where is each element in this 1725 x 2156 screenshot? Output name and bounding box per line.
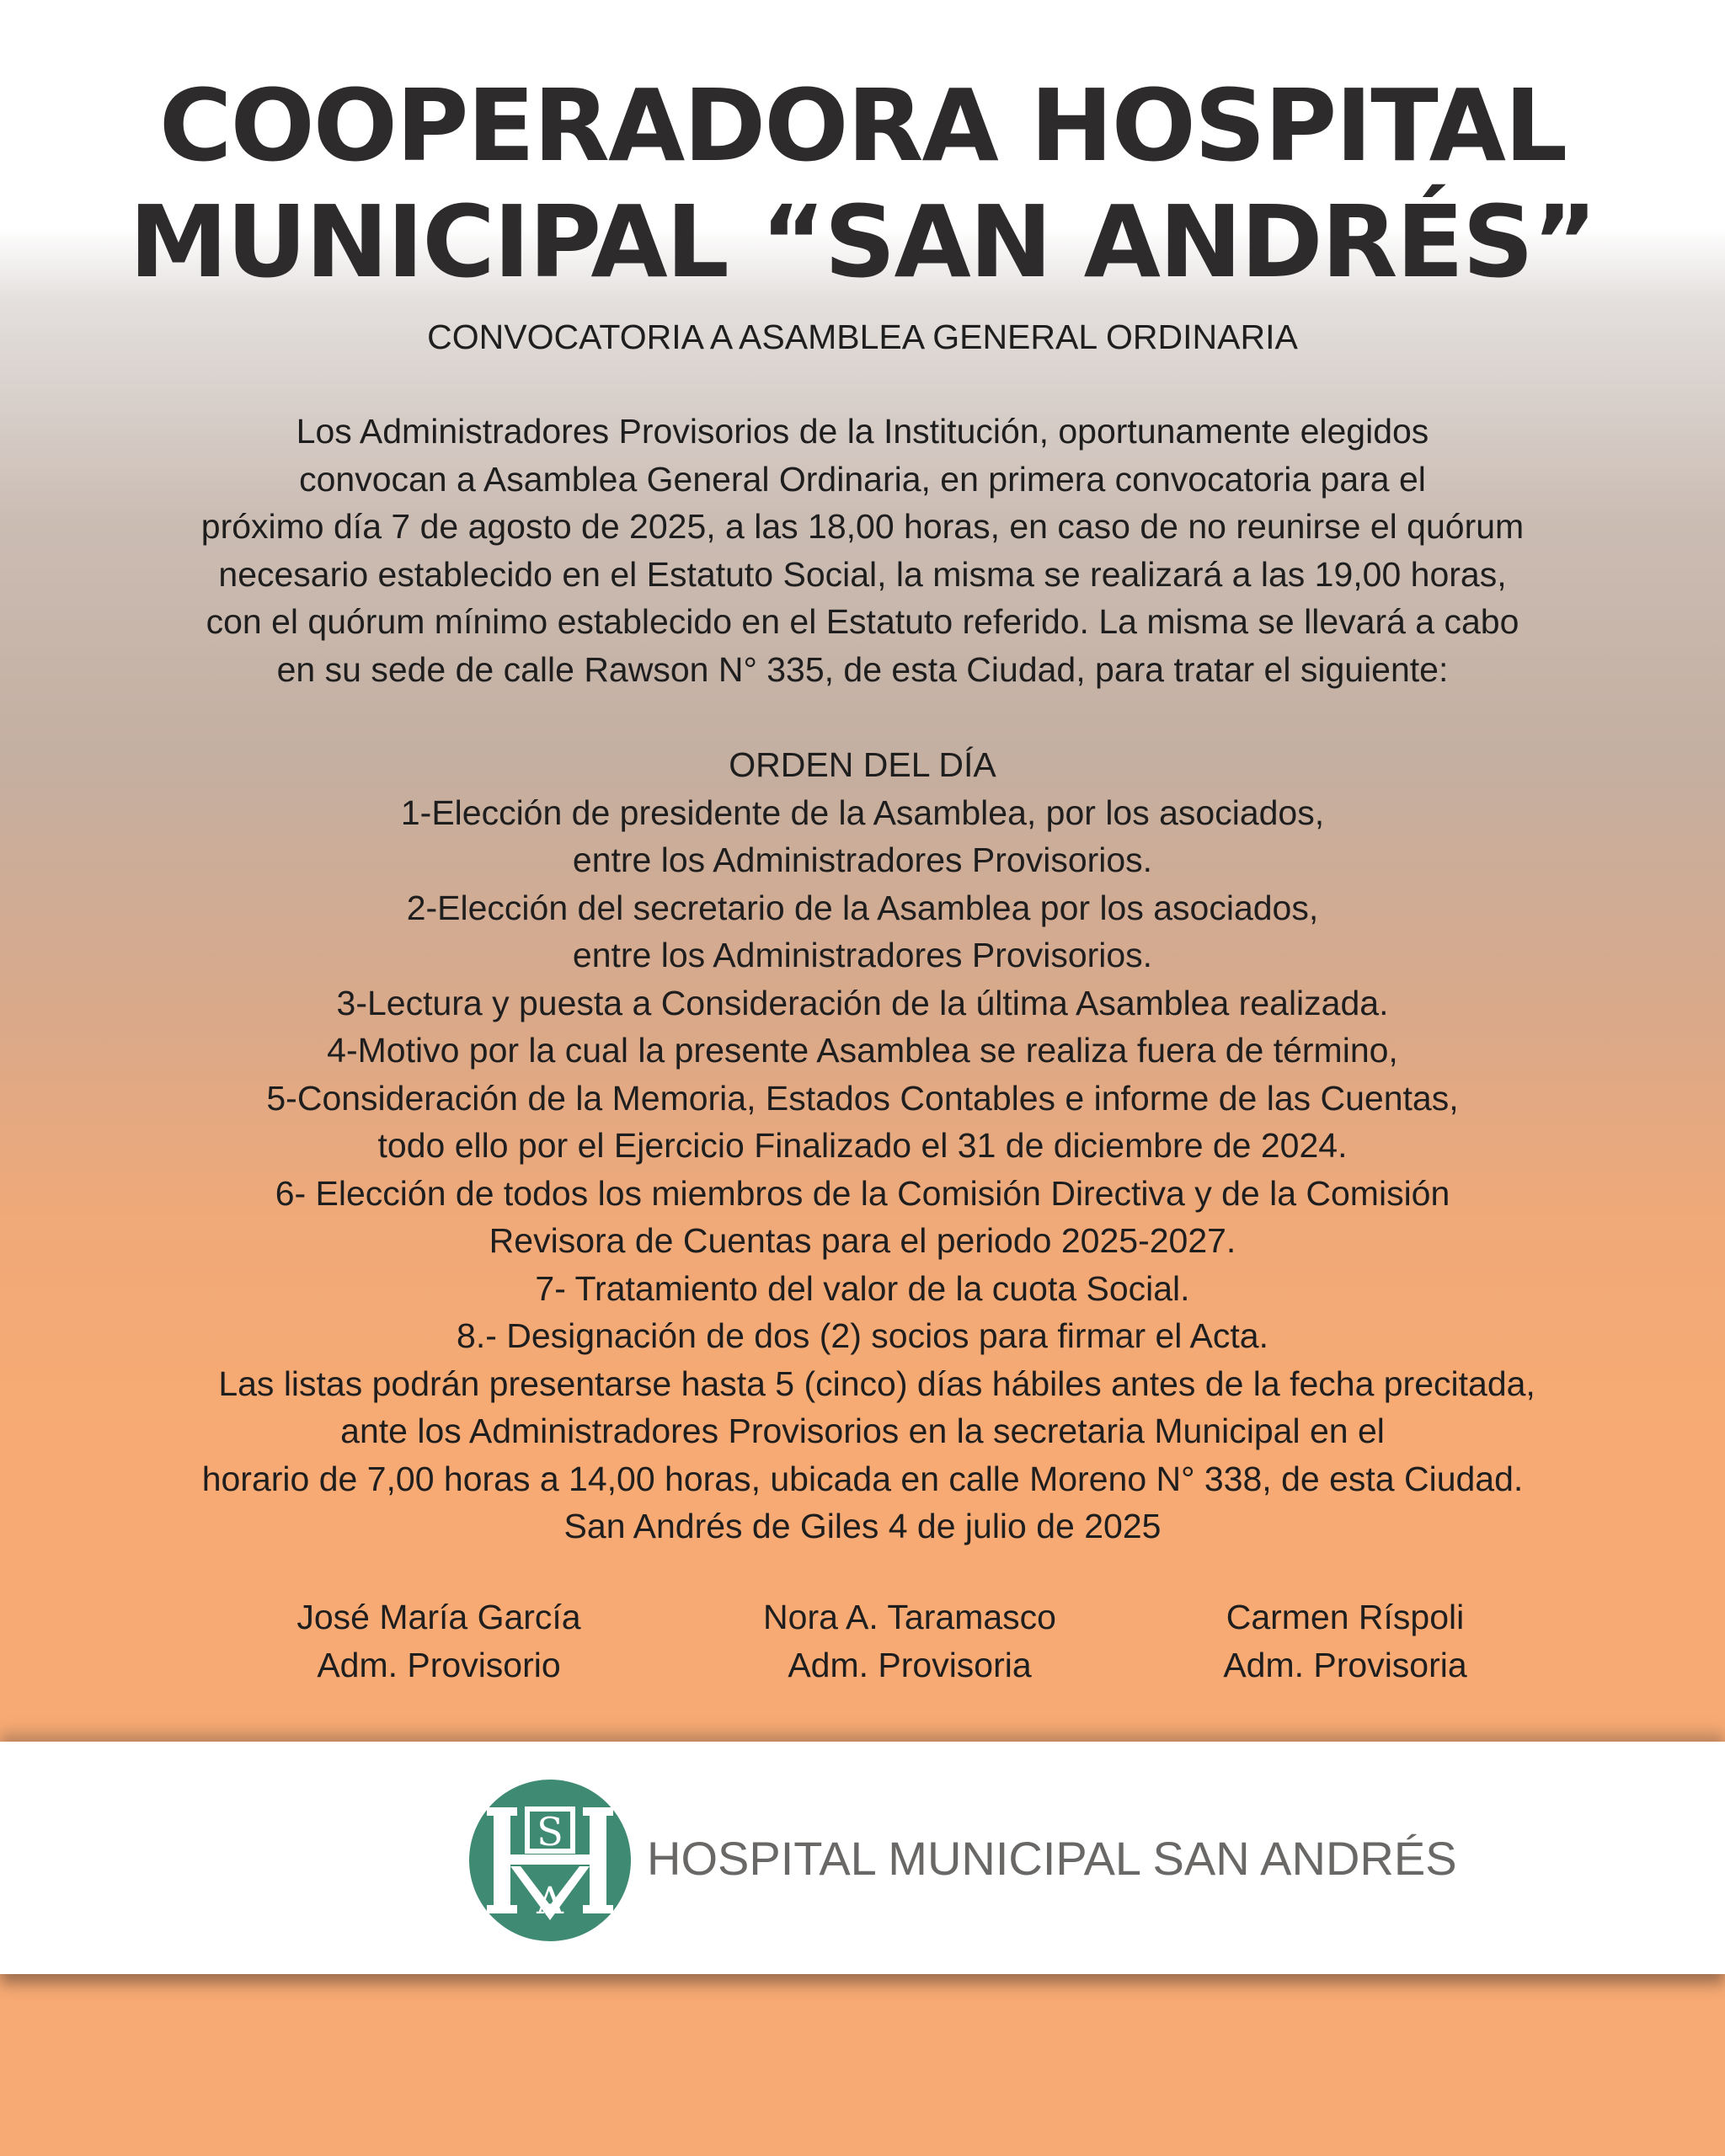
agenda-line: 3-Lectura y puesta a Consideración de la última Asamblea realizada.	[336, 983, 1389, 1022]
logo-letter-s: S	[537, 1809, 563, 1854]
intro-line: convocan a Asamblea General Ordinaria, en primera convocatoria para el	[299, 459, 1426, 499]
date-line: San Andrés de Giles 4 de julio de 2025	[563, 1507, 1162, 1545]
hospital-name: HOSPITAL MUNICIPAL SAN ANDRÉS	[647, 1832, 1457, 1885]
signatory-name: Carmen Ríspoli	[1226, 1598, 1465, 1636]
agenda-line: todo ello por el Ejercicio Finalizado el 31 de diciembre de 2024.	[377, 1126, 1348, 1165]
signature-block	[716, 1593, 1103, 1689]
signatory-role: Adm. Provisorio	[317, 1646, 561, 1684]
intro-line: necesario establecido en el Estatuto Social, la misma se realizará a las 19,00 horas,	[218, 554, 1507, 594]
signature-block	[1151, 1593, 1539, 1689]
signatory-role: Adm. Provisoria	[1223, 1646, 1467, 1684]
agenda-line: 4-Motivo por la cual la presente Asamblea se realiza fuera de término,	[327, 1031, 1398, 1070]
agenda-line: 1-Elección de presidente de la Asamblea, por los asociados,	[400, 792, 1325, 832]
hospital-logo-icon	[468, 1779, 632, 1942]
lists-note-line: ante los Administradores Provisorios en la secretaria Municipal en el	[340, 1412, 1385, 1450]
agenda-line: 5-Consideración de la Memoria, Estados Contables e informe de las Cuentas,	[266, 1078, 1459, 1118]
lists-note-line: Las listas podrán presentarse hasta 5 (cinco) días hábiles antes de la fecha precitada,	[190, 1364, 1535, 1403]
agenda-line: Revisora de Cuentas para el periodo 2025-2027.	[489, 1221, 1236, 1260]
agenda-line: 6- Elección de todos los miembros de la Comisión Directiva y de la Comisión	[275, 1173, 1450, 1213]
title-line-2: MUNICIPAL “SAN ANDRÉS”	[129, 184, 1596, 300]
intro-line: en su sede de calle Rawson N° 335, de esta Ciudad, para tratar el siguiente:	[276, 649, 1449, 689]
footer-band	[0, 1742, 1725, 1974]
agenda-line: 8.- Designación de dos (2) socios para firmar el Acta.	[457, 1316, 1268, 1355]
agenda-line: 7- Tratamiento del valor de la cuota Social.	[535, 1268, 1190, 1308]
agenda-line: entre los Administradores Provisorios.	[572, 936, 1153, 974]
agenda-heading: ORDEN DEL DÍA	[729, 745, 996, 784]
signatory-name: Nora A. Taramasco	[763, 1598, 1056, 1636]
agenda-section	[0, 741, 1725, 1550]
agenda-line: entre los Administradores Provisorios.	[572, 841, 1153, 879]
signatory-role: Adm. Provisoria	[788, 1646, 1032, 1684]
lists-note-line: horario de 7,00 horas a 14,00 horas, ubicada en calle Moreno N° 338, de esta Ciudad.	[201, 1459, 1524, 1498]
agenda-line: 2-Elección del secretario de la Asamblea por los asociados,	[406, 888, 1319, 927]
signatures	[0, 1593, 1725, 1694]
intro-line: con el quórum mínimo establecido en el Estatuto referido. La misma se llevará a cabo	[206, 602, 1519, 641]
signature-block	[245, 1593, 633, 1689]
intro-line: próximo día 7 de agosto de 2025, a las 18,00 horas, en caso de no reunirse el quórum	[200, 507, 1525, 546]
page-title	[0, 67, 1725, 300]
signatory-name: José María García	[296, 1598, 581, 1636]
intro-paragraph	[0, 408, 1725, 693]
subtitle: CONVOCATORIA A ASAMBLEA GENERAL ORDINARIA	[427, 318, 1298, 356]
title-line-1: COOPERADORA HOSPITAL	[158, 67, 1567, 184]
logo-letter-a: A	[537, 1880, 563, 1923]
intro-line: Los Administradores Provisorios de la Institución, oportunamente elegidos	[296, 412, 1429, 451]
